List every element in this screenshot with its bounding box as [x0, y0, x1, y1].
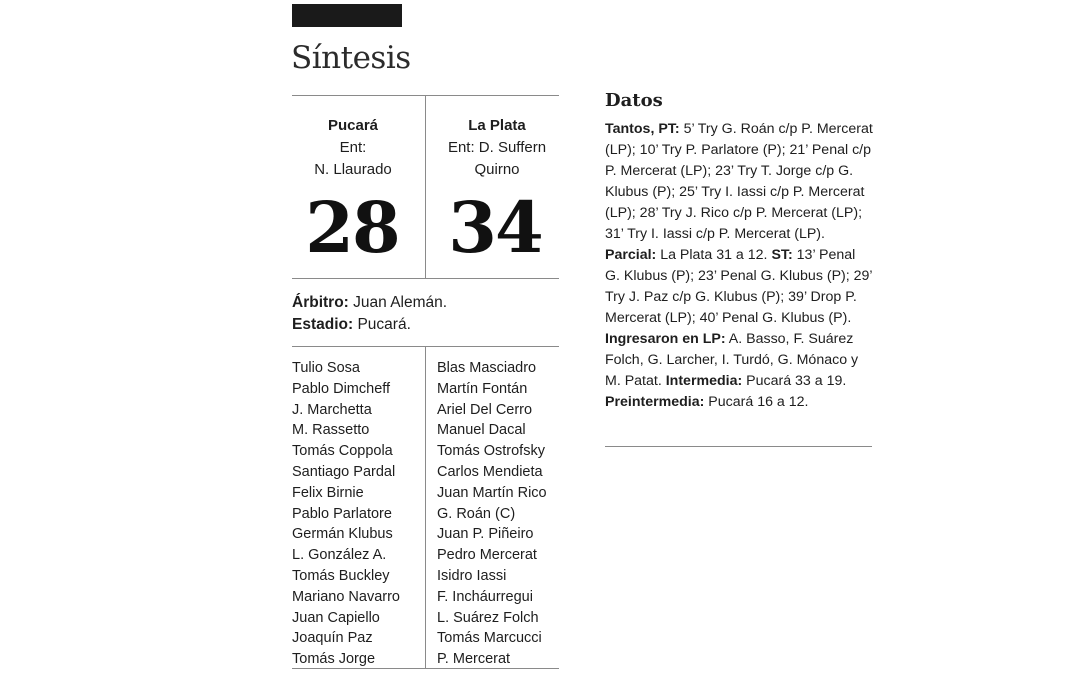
page-title: Síntesis — [291, 40, 411, 76]
away-player: Carlos Mendieta — [437, 463, 543, 480]
home-team — [288, 115, 418, 181]
home-player: Tomás Buckley — [292, 567, 390, 584]
away-player: Martín Fontán — [437, 380, 528, 397]
section-header-bar — [292, 4, 402, 27]
away-player: Ariel Del Cerro — [437, 401, 533, 418]
home-player: Tomás Coppola — [292, 443, 393, 460]
away-player: L. Suárez Folch — [437, 609, 539, 626]
stadium-line — [292, 314, 411, 336]
home-player: L. González A. — [292, 547, 387, 564]
preintermedia-text: Pucará 16 a 12. — [704, 394, 809, 410]
divider-rosters — [425, 346, 426, 668]
away-player: Juan Martín Rico — [437, 484, 547, 501]
referee-label: Árbitro: — [292, 294, 349, 311]
tantos-pt-label: Tantos, PT: — [605, 121, 680, 137]
st-label: ST: — [771, 247, 793, 263]
datos-body — [605, 119, 873, 413]
home-coach-label: Ent: — [339, 139, 367, 156]
away-player: Isidro Iassi — [437, 567, 507, 584]
away-player: Pedro Mercerat — [437, 547, 537, 564]
away-player: P. Mercerat — [437, 651, 511, 668]
away-player: Tomás Ostrofsky — [437, 443, 545, 460]
stadium-value: Pucará. — [357, 316, 411, 333]
referee-value: Juan Alemán. — [353, 294, 448, 311]
away-player: Manuel Dacal — [437, 422, 526, 439]
datos-divider — [605, 446, 872, 447]
preintermedia-label: Preintermedia: — [605, 394, 705, 410]
home-player: Pablo Dimcheff — [292, 380, 391, 397]
away-player: F. Incháurregui — [437, 588, 533, 605]
stadium-label: Estadio: — [292, 316, 354, 333]
home-player: Germán Klubus — [292, 526, 393, 543]
ingresaron-text: A. Basso, F. Suárez Folch, G. Larcher, I. Turdó, G. Mónaco y M. Patat. — [605, 331, 859, 389]
home-coach: N. Llaurado — [314, 161, 392, 178]
home-player: Tomás Jorge — [292, 651, 376, 668]
home-player: Felix Birnie — [292, 484, 364, 501]
away-coach: D. Suffern — [478, 139, 547, 156]
intermedia-label: Intermedia: — [665, 373, 743, 389]
away-player: Juan P. Piñeiro — [437, 526, 534, 543]
home-player: Santiago Pardal — [292, 463, 396, 480]
parcial-label: Parcial: — [605, 247, 657, 263]
home-player: M. Rassetto — [292, 422, 370, 439]
away-player: G. Roán (C) — [437, 505, 516, 522]
home-roster — [292, 358, 400, 670]
home-player: Tulio Sosa — [292, 360, 360, 376]
away-coach-label: Ent: — [447, 139, 475, 156]
away-roster — [437, 358, 547, 670]
referee-line — [292, 292, 447, 314]
tantos-pt-text: 5’ Try G. Roán c/p P. Mercerat (LP); 10’ Try P. Parlatore (P); 21’ Penal c/p P. Mercerat (LP); 23’ Try T. Jorge c/p G. Klubus (P); 25’ Try I. Iassi c/p P. Mercerat (LP); 28’ Try J. Rico c/p P. Mercerat (LP); 31’ Try I. Iassi c/p P. Mercerat (LP). — [605, 121, 873, 242]
home-team-name: Pucará — [327, 117, 379, 134]
home-player: Juan Capiello — [292, 609, 380, 626]
away-team — [432, 115, 562, 181]
intermedia-text: Pucará 33 a 19. — [742, 373, 847, 389]
ingresaron-label: Ingresaron en LP: — [605, 331, 726, 347]
away-team-name: La Plata — [468, 117, 526, 134]
away-player: Tomás Marcucci — [437, 630, 542, 647]
home-player: J. Marchetta — [292, 401, 372, 418]
home-score: 28 — [305, 186, 399, 269]
divider-score-bottom — [292, 278, 559, 279]
away-score: 34 — [448, 186, 542, 269]
home-player: Pablo Parlatore — [292, 505, 392, 522]
datos-title: Datos — [605, 90, 663, 111]
away-coach-line2: Quirno — [474, 161, 520, 178]
st-text: 13’ Penal G. Klubus (P); 23’ Penal G. Klubus (P); 29’ Try J. Paz c/p G. Klubus (P); 39’ Drop P. Mercerat (LP); 40’ Penal G. Klubus (P). — [605, 247, 873, 326]
home-player: Mariano Navarro — [292, 588, 400, 605]
away-player: Blas Masciadro — [437, 360, 537, 376]
parcial-text: La Plata 31 a 12. — [656, 247, 772, 263]
home-player: Joaquín Paz — [292, 630, 373, 647]
